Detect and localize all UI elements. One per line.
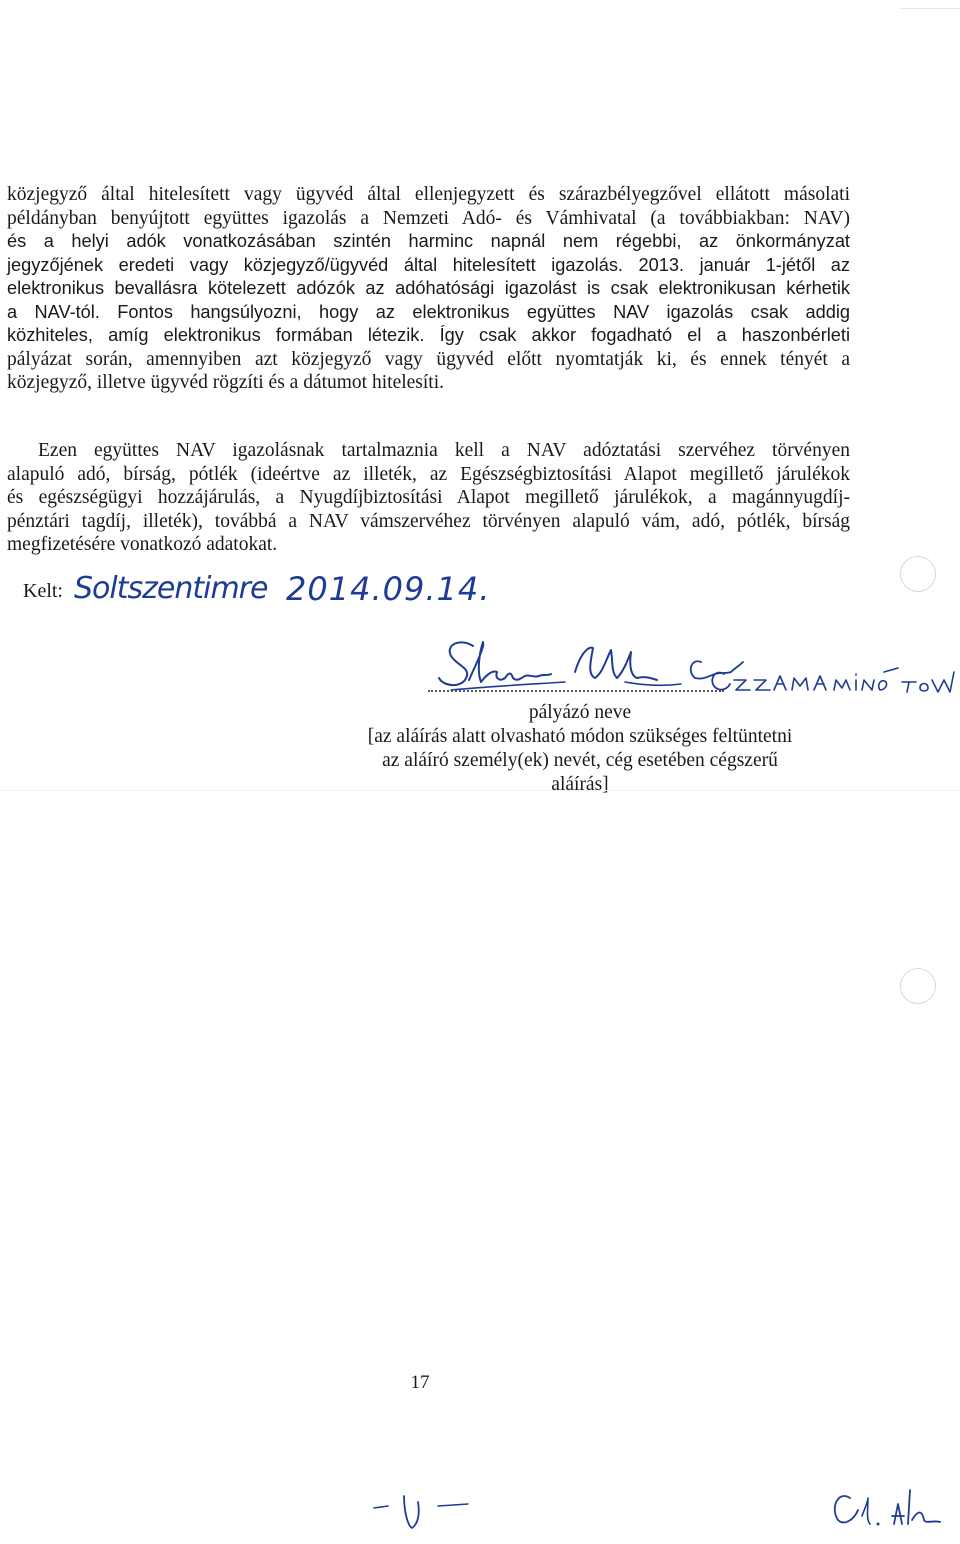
text-line: és egészségügyi hozzájárulás, a Nyugdíjbiztosítási Alapot megillető járulékok, a magánnyugdíj- bbox=[7, 487, 850, 508]
text-line: elektronikus bevallásra kötelezett adózók az adóhatósági igazolást is csak elektronikusan kérhetik bbox=[7, 278, 850, 298]
text-line: jegyzőjének eredeti vagy közjegyző/ügyvéd által hitelesített igazolás. 2013. január 1-jétől az bbox=[7, 254, 850, 275]
text-line: közjegyző által hitelesített vagy ügyvéd által ellenjegyzett és szárazbélyegzővel ellátott másolati bbox=[7, 184, 850, 205]
scan-fold-line bbox=[0, 790, 960, 791]
scan-edge-mark bbox=[900, 8, 960, 9]
handwritten-initials bbox=[828, 1480, 948, 1540]
handwritten-date: 2014.09.14. bbox=[286, 570, 491, 608]
punch-hole bbox=[900, 556, 936, 592]
signature bbox=[425, 632, 745, 696]
text-line: közjegyző, illetve ügyvéd rögzíti és a dátumot hitelesíti. bbox=[7, 372, 445, 393]
text-line: pénztári tagdíj, illeték), továbbá a NAV vámszervéhez törvényen alapuló vám, adó, pótlék, bírság bbox=[7, 510, 850, 532]
text-line: példányban benyújtott együttes igazolás a Nemzeti Adó- és Vámhivatal (a továbbiakban: NAV) bbox=[7, 207, 850, 229]
punch-hole bbox=[900, 968, 936, 1004]
paragraph-nav-contents bbox=[7, 439, 850, 557]
text-line: alapuló adó, bírság, pótlék (ideértve az illeték, az Egészségbiztosítási Alapot megillető járulékok bbox=[7, 463, 850, 485]
signature-printed-name bbox=[706, 658, 956, 698]
paragraph-nav-certificate bbox=[7, 183, 850, 395]
text-line: és a helyi adók vonatkozásában szintén harminc napnál nem régebbi, az önkormányzat bbox=[7, 231, 850, 251]
caption-line: [az aláírás alatt olvasható módon szükséges feltüntetni bbox=[367, 726, 793, 747]
signature-caption bbox=[300, 701, 860, 797]
caption-line: pályázó neve bbox=[528, 702, 632, 723]
page-number: 17 bbox=[410, 1372, 430, 1393]
signature-dotted-line bbox=[428, 688, 724, 692]
kelt-label: Kelt: bbox=[23, 580, 63, 602]
caption-line: az aláíró személy(ek) nevét, cég esetében cégszerű bbox=[382, 750, 778, 771]
handwritten-place: Soltszentimre bbox=[74, 571, 268, 606]
caption-line: aláírás] bbox=[551, 774, 609, 795]
text-line: Ezen együttes NAV igazolásnak tartalmaznia kell a NAV adóztatási szervéhez törvényen bbox=[38, 440, 850, 461]
text-line: közhiteles, amíg elektronikus formában létezik. Így csak akkor fogadható el a haszonbérleti bbox=[7, 325, 850, 345]
handwritten-page-mark bbox=[368, 1484, 478, 1544]
text-line: megfizetésére vonatkozó adatokat. bbox=[7, 534, 278, 555]
text-line: a NAV-tól. Fontos hangsúlyozni, hogy az elektronikus együttes NAV igazolás csak addig bbox=[7, 301, 850, 322]
text-line: pályázat során, amennyiben azt közjegyző vagy ügyvéd előtt nyomtatják ki, és ennek tényét a bbox=[7, 348, 850, 370]
